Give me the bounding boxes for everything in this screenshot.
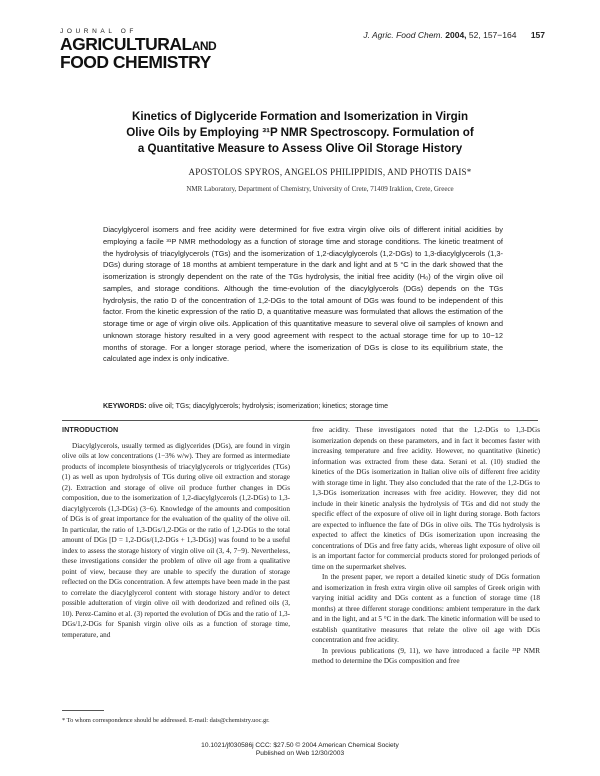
- publication-info: [140, 742, 460, 758]
- journal-logo-and: AND: [191, 39, 217, 53]
- section-divider: [62, 420, 538, 421]
- journal-logo-line3: FOOD CHEMISTRY: [60, 52, 211, 72]
- footnote-divider: [62, 710, 104, 711]
- paragraph: free acidity. These investigators noted that the 1,2-DGs to 1,3-DGs isomerization depends on these parameters, and in fact it becomes faster with increasing temperature and free acidity. However, no quantitative (kinetic) information was extracted from these data. Serani et al. (10) studied the kinetics of the DGs isomerization in Italian olive oils of different free acidity with storage time in light. They also concluded that the rate of the 1,2-DGs to 1,3-DGs isomerization increases with free acidity. However, they did not include in their kinetic analysis the hydrolysis of TGs and did not study the specific effect of the exposure of olive oil in light during storage. Both factors are expected to influence the fate of DGs in olive oils. The TGs hydrolysis is expected to affect the kinetics of DGs isomerization upon increasing the concentrations of DGs and free fatty acids, whereas light exposure of olive oil is an important factor for commercial products stored for prolonged periods of time on the supermarket shelves.: [312, 426, 540, 571]
- journal-logo-line1: JOURNAL OF: [60, 28, 137, 35]
- title-line-3: a Quantitative Measure to Assess Olive Oil Storage History: [137, 142, 463, 155]
- body-column-right: [312, 425, 540, 667]
- abstract: Diacylglycerol isomers and free acidity were determined for five extra virgin olive oils of different initial acidities by employing a facile ³¹P NMR methodology as a function of storage time and storage conditions. The kinetic treatment of the hydrolysis of triacylglycerols (TGs) and the isomerization of 1,2-diacylglycerols (1,2-DGs) to 1,3-diacylglycerols (1,3-DGs) during storage of 18 months at ambient temperature in the dark and light and at 5 °C in the dark showed that the isomerization is strongly dependent on the rate of the TGs hydrolysis, the initial free acidity (H₀) of the virgin olive oil samples, and storage conditions. Although the time-evolution of the diacylglycerols (DGs) depends on the TGs hydrolysis, the ratio D of the concentration of 1,2-DGs to the total amount of DGs was found to be independent of this factor. From the kinetic expression of the ratio D, a quantitative measure was formulated that allows the estimation of the storage time or age of virgin olive oils. Application of this quantitative measure to several olive oil samples of known and unknown storage history resulted in a very good agreement with respect to the actual storage time for up to 10−12 months of storage. For a longer storage period, where the isomerization of DGs is close to its equilibrium state, the calculated age index is only indicative.: [103, 225, 503, 364]
- citation-journal: J. Agric. Food Chem.: [363, 30, 443, 40]
- paragraph: In previous publications (9, 11), we have introduced a facile ³¹P NMR method to determine the DGs composition and free: [312, 646, 540, 665]
- title-line-1: Kinetics of Diglyceride Formation and Isomerization in Virgin: [131, 110, 469, 123]
- title-line-2: Olive Oils by Employing ³¹P NMR Spectroscopy. Formulation of: [126, 126, 474, 139]
- citation-header: [363, 30, 545, 40]
- keywords-text: olive oil; TGs; diacylglycerols; hydrolysis; isomerization; kinetics; storage time: [148, 403, 389, 410]
- published-date: Published on Web 12/30/2003: [255, 750, 345, 757]
- citation-volume-pages: 52, 157−164: [468, 30, 517, 40]
- footnote: * To whom correspondence should be addressed. E-mail: dais@chemistry.uoc.gr.: [62, 717, 270, 724]
- journal-logo-line2: AGRICULTURALAND: [60, 34, 217, 54]
- paragraph: In the present paper, we report a detailed kinetic study of DGs formation and isomerization in fresh extra virgin olive oil samples of Greek origin with varying initial acidity and DGs content as a function of storage time (18 months) at three different storage conditions: ambient temperature in the dark and in the light, and at 5 °C in the dark. The kinetic information will be used to establish quantitative measures that relate the olive oil age with DGs concentration and free acidity.: [312, 573, 540, 644]
- authors: APOSTOLOS SPYROS, ANGELOS PHILIPPIDIS, AND PHOTIS DAIS*: [188, 167, 472, 177]
- keywords: [103, 403, 523, 410]
- section-heading-introduction: INTRODUCTION: [62, 425, 119, 434]
- article-title: [100, 109, 500, 157]
- paragraph: Diacylglycerols, usually termed as diglycerides (DGs), are found in virgin olive oils at low concentrations (1−3% w/w). They are formed as intermediate products of incomplete biosynthesis of triacylglycerols or triglycerides (TGs) (1) as well as upon hydrolysis of TGs during olive oil extraction and storage (2). Extraction and storage of olive oil produce further changes in DGs composition, due to the isomerization of 1,2-diacylglycerols (1,2-DGs) to 1,3-diacylglycerols (1,3-DGs) (3−6). Knowledge of the amounts and composition of DGs is of great importance for the evaluation of the quality of the olive oil. In particular, the ratio of 1,3-DGs/1,2-DGs or the ratio of 1,2-DGs to the total amount of DGs [D = 1,2-DGs/(1,2-DGs + 1,3-DGs)] was found to be a useful index to assess the storage history of virgin olive oil (3, 4, 7−9). Nevertheless, these investigations consider the problem of olive oil age from a qualitative point of view, because they are unable to specify the duration of storage reflected on the DGs concentration. A few attempts have been made in the past to correlate the diacylglycerol content with storage history and/or to detect possible adulteration of virgin olive oil with deodorized and refined oils (3, 10). Perez-Camino et al. (3) reported the evolution of DGs and the ratio of 1,3-DGs/1,2-DGs for Spanish virgin olive oils as a function of storage time, temperature, and: [62, 441, 290, 639]
- citation-year: 2004,: [445, 30, 467, 40]
- journal-logo: [60, 28, 220, 70]
- doi-line: 10.1021/jf030586j CCC: $27.50 © 2004 American Chemical Society: [201, 742, 399, 749]
- keywords-label: KEYWORDS:: [103, 403, 147, 410]
- page-number: 157: [530, 30, 545, 40]
- affiliation: NMR Laboratory, Department of Chemistry, University of Crete, 71409 Iraklion, Crete, Greece: [186, 185, 454, 193]
- body-column-left: [62, 425, 290, 640]
